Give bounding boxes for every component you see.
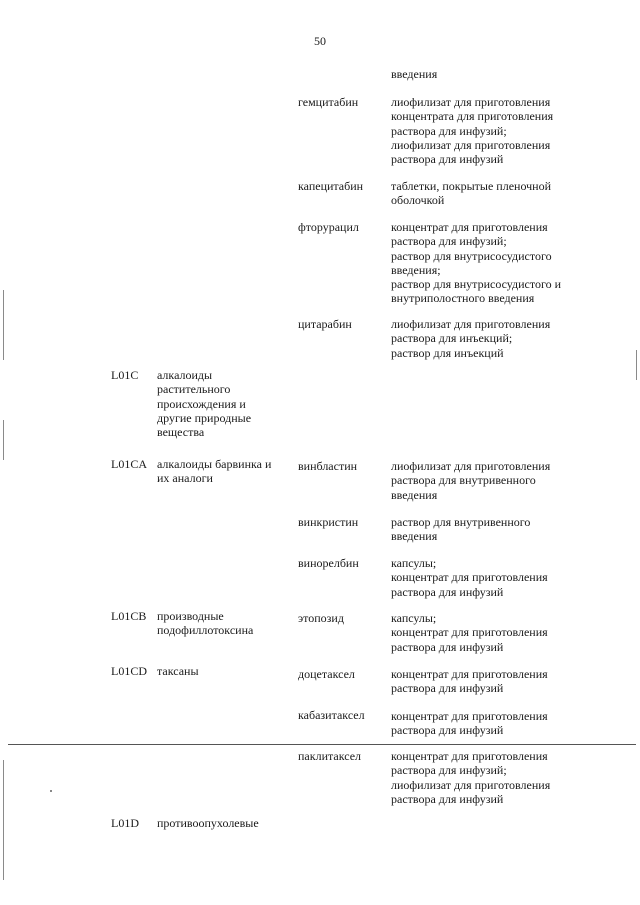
page-number: 50: [314, 34, 326, 48]
dosage-form: концентрат для приготовления раствора для инфузий: [391, 667, 548, 696]
dosage-form: лиофилизат для приготовления концентрата для приготовления раствора для инфузий; лиофилизат для приготовления раствора для инфузий: [391, 95, 554, 167]
drug-name: фторурацил: [298, 220, 359, 234]
atc-group: алкалоиды растительного происхождения и другие природные вещества: [157, 368, 252, 440]
atc-group: производные подофиллотоксина: [157, 609, 254, 638]
dosage-form: капсулы; концентрат для приготовления раствора для инфузий: [391, 556, 548, 599]
atc-group: алкалоиды барвинка и их аналоги: [157, 457, 272, 486]
drug-name: капецитабин: [298, 179, 364, 193]
scan-margin-mark: [3, 290, 4, 360]
atc-code: L01CA: [111, 457, 147, 471]
dosage-form: концентрат для приготовления раствора для инфузий; лиофилизат для приготовления раствора для инфузий: [391, 749, 551, 806]
scan-margin-mark: [636, 350, 637, 380]
atc-code: L01C: [111, 368, 139, 382]
dosage-form: введения: [391, 67, 438, 81]
scan-margin-mark: [3, 760, 4, 880]
drug-name: винкристин: [298, 515, 359, 529]
atc-group: таксаны: [157, 664, 199, 678]
atc-group: противоопухолевые: [157, 816, 259, 830]
drug-name: этопозид: [298, 611, 344, 625]
drug-name: кабазитаксел: [298, 708, 365, 722]
scan-margin-mark: [3, 420, 4, 460]
atc-code: L01CD: [111, 664, 147, 678]
dosage-form: лиофилизат для приготовления раствора для внутривенного введения: [391, 459, 551, 502]
page-break-line: [8, 744, 636, 745]
dosage-form: концентрат для приготовления раствора для инфузий: [391, 709, 548, 738]
drug-name: цитарабин: [298, 317, 352, 331]
dosage-form: раствор для внутривенного введения: [391, 515, 531, 544]
dosage-form: концентрат для приготовления раствора для инфузий; раствор для внутрисосудистого введения; раствор для внутрисосудистого и внутриполостного введения: [391, 220, 562, 306]
drug-name: винбластин: [298, 459, 358, 473]
atc-code: L01CB: [111, 609, 147, 623]
drug-name: гемцитабин: [298, 95, 359, 109]
atc-code: L01D: [111, 816, 139, 830]
drug-name: паклитаксел: [298, 749, 362, 763]
drug-name: доцетаксел: [298, 667, 355, 681]
drug-name: винорелбин: [298, 556, 359, 570]
dosage-form: лиофилизат для приготовления раствора для инъекций; раствор для инъекций: [391, 317, 551, 360]
dosage-form: капсулы; концентрат для приготовления раствора для инфузий: [391, 611, 548, 654]
dosage-form: таблетки, покрытые пленочной оболочкой: [391, 179, 552, 208]
scan-speck: [50, 790, 52, 792]
